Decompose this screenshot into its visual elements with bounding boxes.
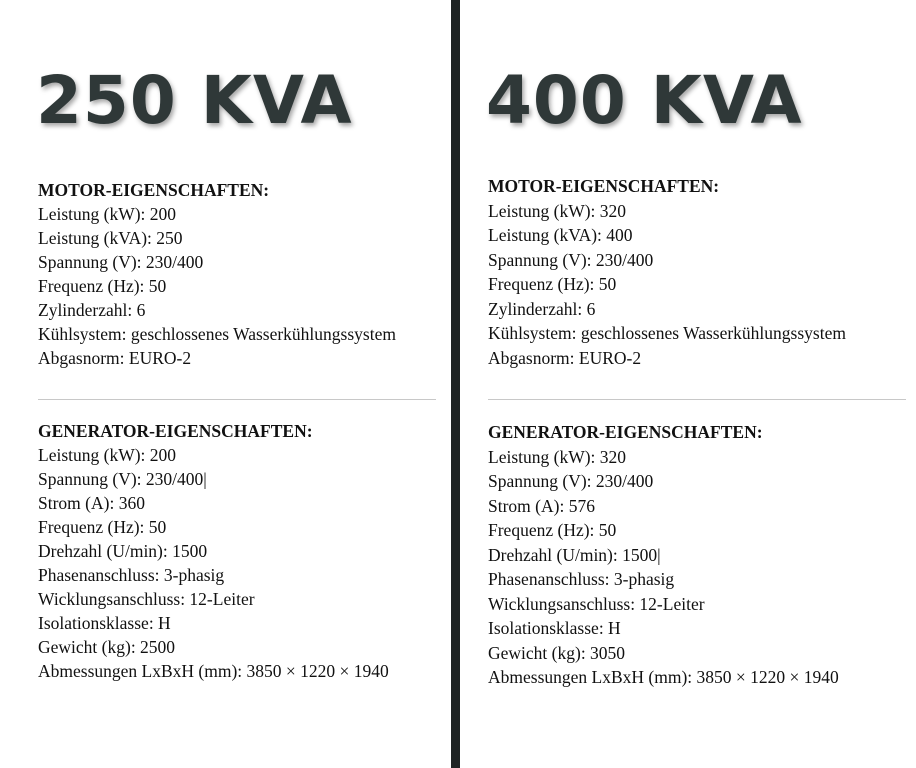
spec-row: Phasenanschluss: 3-phasig	[488, 569, 675, 589]
spec-row: Isolationsklasse: H	[488, 618, 621, 638]
generator-heading: GENERATOR-EIGENSCHAFTEN:	[488, 422, 763, 442]
spec-row: Strom (A): 360	[38, 493, 145, 513]
spec-row: Kühlsystem: geschlossenes Wasserkühlungssystem	[488, 323, 846, 343]
spec-row: Abgasnorm: EURO-2	[38, 348, 192, 368]
spec-row: Phasenanschluss: 3-phasig	[38, 565, 225, 585]
spec-row: Leistung (kW): 200	[38, 445, 177, 465]
spec-row: Wicklungsanschluss: 12-Leiter	[38, 589, 255, 609]
spec-row: Spannung (V): 230/400	[488, 471, 654, 491]
spec-row: Zylinderzahl: 6	[488, 298, 596, 319]
model-title: 400 KVA	[486, 62, 803, 139]
spec-row: Frequenz (Hz): 50	[38, 276, 167, 296]
spec-row: Spannung (V): 230/400|	[38, 469, 207, 489]
vertical-divider	[451, 0, 460, 768]
spec-row: Leistung (kW): 200	[38, 204, 177, 224]
section-divider	[488, 399, 906, 400]
motor-heading: MOTOR-EIGENSCHAFTEN:	[38, 180, 270, 200]
generator-heading: GENERATOR-EIGENSCHAFTEN:	[38, 421, 313, 441]
motor-properties-section	[488, 174, 846, 370]
spec-row: Spannung (V): 230/400	[38, 252, 204, 272]
spec-row: Abmessungen LxBxH (mm): 3850 × 1220 × 1940	[488, 667, 839, 687]
spec-row: Strom (A): 576	[488, 495, 595, 516]
spec-row: Gewicht (kg): 2500	[38, 637, 176, 657]
motor-heading: MOTOR-EIGENSCHAFTEN:	[488, 176, 720, 196]
spec-row: Wicklungsanschluss: 12-Leiter	[488, 593, 705, 614]
motor-properties-section	[38, 178, 396, 370]
spec-row: Drehzahl (U/min): 1500	[38, 541, 208, 561]
spec-row: Abgasnorm: EURO-2	[488, 347, 642, 368]
spec-row: Spannung (V): 230/400	[488, 249, 654, 270]
generator-properties-section	[488, 420, 839, 690]
spec-row: Leistung (kVA): 400	[488, 225, 633, 245]
spec-row: Frequenz (Hz): 50	[488, 274, 617, 294]
section-divider	[38, 399, 436, 400]
spec-row: Isolationsklasse: H	[38, 613, 171, 633]
spec-row: Zylinderzahl: 6	[38, 300, 146, 320]
spec-row: Drehzahl (U/min): 1500|	[488, 544, 661, 565]
spec-row: Frequenz (Hz): 50	[488, 520, 617, 540]
spec-row: Gewicht (kg): 3050	[488, 642, 626, 663]
spec-row: Kühlsystem: geschlossenes Wasserkühlungssystem	[38, 324, 396, 344]
model-title: 250 KVA	[36, 62, 353, 139]
spec-row: Abmessungen LxBxH (mm): 3850 × 1220 × 1940	[38, 661, 389, 681]
spec-row: Leistung (kVA): 250	[38, 228, 183, 248]
spec-row: Frequenz (Hz): 50	[38, 517, 167, 537]
spec-row: Leistung (kW): 320	[488, 200, 627, 221]
spec-row: Leistung (kW): 320	[488, 446, 627, 467]
generator-properties-section	[38, 419, 389, 683]
